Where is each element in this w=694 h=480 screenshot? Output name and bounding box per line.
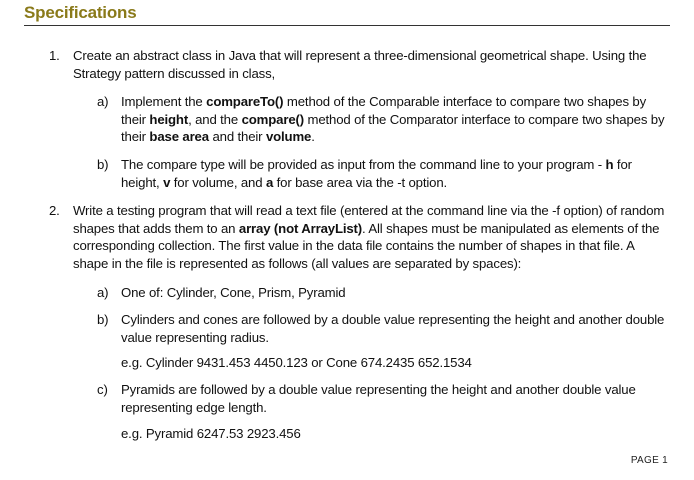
page-number: PAGE 1	[630, 455, 668, 466]
example-text: e.g. Cylinder 9431.453 4450.123 or Cone 674.2435 652.1534	[121, 355, 472, 370]
list-item-text: Create an abstract class in Java that will represent a three-dimensional geometrical shape. Using the Strategy pattern discussed in class,	[73, 48, 647, 81]
sub-item-text: One of: Cylinder, Cone, Prism, Pyramid	[121, 285, 346, 300]
sub-item-text: Implement the compareTo() method of the Comparable interface to compare two shapes by their height, and the compare() method of the Comparator interface to compare two shapes by their base area and their volume.	[121, 94, 665, 144]
section-heading: Specifications	[24, 3, 137, 22]
sub-marker: b)	[97, 312, 109, 327]
list-marker: 1.	[49, 48, 60, 63]
sub-item-text: Pyramids are followed by a double value representing the height and another double value representing edge length.	[121, 382, 636, 415]
heading-underline	[24, 25, 670, 26]
sub-marker: a)	[97, 285, 109, 300]
sub-item-text: Cylinders and cones are followed by a double value representing the height and another double value representing radius.	[121, 312, 665, 345]
sub-marker: b)	[97, 157, 109, 172]
list-marker: 2.	[49, 203, 60, 218]
sub-marker: c)	[97, 382, 108, 397]
sub-marker: a)	[97, 94, 109, 109]
list-item-text: Write a testing program that will read a text file (entered at the command line via the -f option) of random shapes that adds them to an array (not ArrayList). All shapes must be manipulated as elements of the corresponding collection. The first value in the data file contains the number of shapes in that file. A shape in the file is represented as follows (all values are separated by spaces):	[73, 203, 665, 271]
sub-item-text: The compare type will be provided as input from the command line to your program - h for height, v for volume, and a for base area via the -t option.	[121, 157, 632, 190]
example-text: e.g. Pyramid 6247.53 2923.456	[121, 426, 301, 441]
